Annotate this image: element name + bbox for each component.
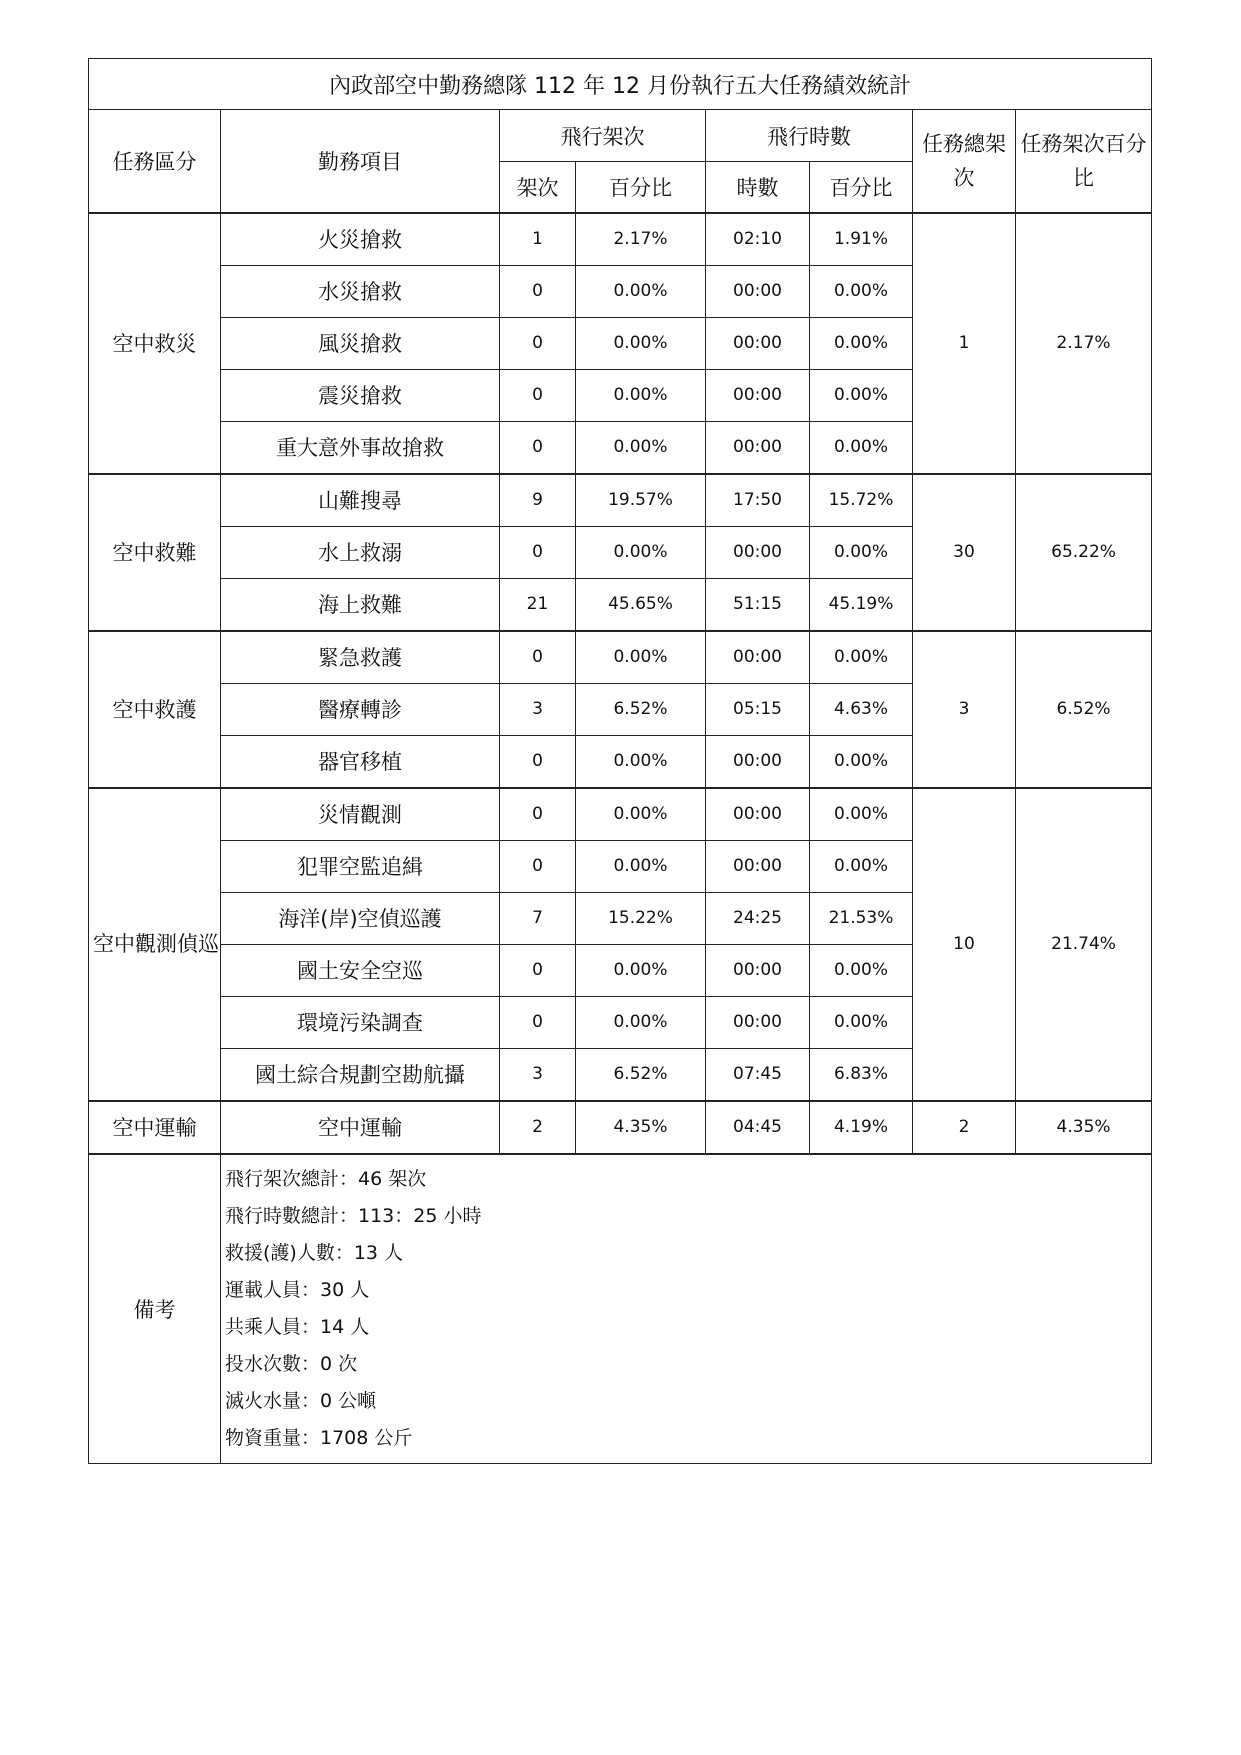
item-cell: 風災搶救 <box>221 317 500 369</box>
sorties-pct-cell: 0.00% <box>576 421 706 474</box>
hours-pct-cell: 0.00% <box>810 996 913 1048</box>
sorties-pct-cell: 45.65% <box>576 578 706 631</box>
category-cell: 空中救難 <box>89 474 221 631</box>
table-row <box>89 474 1152 527</box>
sorties-pct-cell: 2.17% <box>576 213 706 266</box>
hours-cell: 07:45 <box>706 1048 810 1101</box>
table-row <box>89 631 1152 684</box>
item-cell: 震災搶救 <box>221 369 500 421</box>
item-cell: 空中運輸 <box>221 1101 500 1154</box>
task-pct-cell: 4.35% <box>1016 1101 1152 1154</box>
sorties-pct-cell: 0.00% <box>576 265 706 317</box>
sorties-pct-cell: 19.57% <box>576 474 706 527</box>
sorties-cell: 7 <box>500 892 576 944</box>
hours-pct-cell: 4.19% <box>810 1101 913 1154</box>
header-sorties: 架次 <box>500 162 576 213</box>
category-cell: 空中救災 <box>89 213 221 474</box>
sorties-pct-cell: 0.00% <box>576 317 706 369</box>
sorties-cell: 3 <box>500 1048 576 1101</box>
hours-cell: 00:00 <box>706 840 810 892</box>
hours-cell: 00:00 <box>706 421 810 474</box>
task-total-cell: 30 <box>913 474 1016 631</box>
hours-pct-cell: 0.00% <box>810 265 913 317</box>
task-pct-cell: 6.52% <box>1016 631 1152 788</box>
item-cell: 火災搶救 <box>221 213 500 266</box>
sorties-pct-cell: 0.00% <box>576 944 706 996</box>
hours-cell: 00:00 <box>706 265 810 317</box>
item-cell: 災情觀測 <box>221 788 500 841</box>
header-hours: 時數 <box>706 162 810 213</box>
hours-cell: 00:00 <box>706 369 810 421</box>
sorties-cell: 0 <box>500 996 576 1048</box>
header-sorties-group: 飛行架次 <box>500 110 706 162</box>
task-pct-cell: 2.17% <box>1016 213 1152 474</box>
note-line: 共乘人員：14 人 <box>225 1315 370 1338</box>
notes-label: 備考 <box>89 1154 221 1464</box>
hours-pct-cell: 6.83% <box>810 1048 913 1101</box>
hours-pct-cell: 0.00% <box>810 369 913 421</box>
hours-cell: 04:45 <box>706 1101 810 1154</box>
category-cell: 空中救護 <box>89 631 221 788</box>
hours-cell: 00:00 <box>706 944 810 996</box>
hours-cell: 51:15 <box>706 578 810 631</box>
table-title: 內政部空中勤務總隊 112 年 12 月份執行五大任務績效統計 <box>89 59 1152 110</box>
item-cell: 器官移植 <box>221 735 500 788</box>
sorties-pct-cell: 0.00% <box>576 788 706 841</box>
hours-cell: 24:25 <box>706 892 810 944</box>
category-cell: 空中觀測偵巡 <box>89 788 221 1101</box>
category-cell: 空中運輸 <box>89 1101 221 1154</box>
sorties-cell: 0 <box>500 788 576 841</box>
sorties-pct-cell: 6.52% <box>576 683 706 735</box>
sorties-pct-cell: 4.35% <box>576 1101 706 1154</box>
task-total-cell: 3 <box>913 631 1016 788</box>
hours-cell: 17:50 <box>706 474 810 527</box>
hours-pct-cell: 1.91% <box>810 213 913 266</box>
sorties-cell: 0 <box>500 421 576 474</box>
sorties-pct-cell: 0.00% <box>576 840 706 892</box>
sorties-cell: 3 <box>500 683 576 735</box>
hours-pct-cell: 0.00% <box>810 788 913 841</box>
hours-pct-cell: 0.00% <box>810 840 913 892</box>
hours-cell: 00:00 <box>706 788 810 841</box>
task-pct-cell: 21.74% <box>1016 788 1152 1101</box>
statistics-sheet <box>88 58 1151 1464</box>
note-line: 救援(護)人數：13 人 <box>225 1241 404 1264</box>
header-task-pct: 任務架次百分比 <box>1016 110 1152 213</box>
hours-pct-cell: 21.53% <box>810 892 913 944</box>
header-hours-group: 飛行時數 <box>706 110 913 162</box>
item-cell: 國土綜合規劃空勘航攝 <box>221 1048 500 1101</box>
sorties-cell: 0 <box>500 526 576 578</box>
hours-cell: 02:10 <box>706 213 810 266</box>
hours-cell: 00:00 <box>706 996 810 1048</box>
item-cell: 水災搶救 <box>221 265 500 317</box>
sorties-cell: 0 <box>500 944 576 996</box>
table-row <box>89 1101 1152 1154</box>
hours-pct-cell: 0.00% <box>810 526 913 578</box>
table-row <box>89 213 1152 266</box>
sorties-pct-cell: 0.00% <box>576 369 706 421</box>
sorties-cell: 9 <box>500 474 576 527</box>
item-cell: 水上救溺 <box>221 526 500 578</box>
item-cell: 山難搜尋 <box>221 474 500 527</box>
hours-pct-cell: 0.00% <box>810 421 913 474</box>
header-task-total: 任務總架次 <box>913 110 1016 213</box>
sorties-pct-cell: 0.00% <box>576 996 706 1048</box>
hours-cell: 00:00 <box>706 526 810 578</box>
item-cell: 重大意外事故搶救 <box>221 421 500 474</box>
hours-pct-cell: 0.00% <box>810 944 913 996</box>
hours-cell: 00:00 <box>706 631 810 684</box>
hours-cell: 00:00 <box>706 735 810 788</box>
sorties-cell: 0 <box>500 631 576 684</box>
hours-pct-cell: 0.00% <box>810 631 913 684</box>
task-pct-cell: 65.22% <box>1016 474 1152 631</box>
hours-pct-cell: 15.72% <box>810 474 913 527</box>
header-hours-pct: 百分比 <box>810 162 913 213</box>
sorties-cell: 0 <box>500 369 576 421</box>
hours-cell: 00:00 <box>706 317 810 369</box>
note-line: 飛行架次總計：46 架次 <box>225 1167 427 1190</box>
note-line: 飛行時數總計：113：25 小時 <box>225 1204 482 1227</box>
item-cell: 海洋(岸)空偵巡護 <box>221 892 500 944</box>
header-item: 勤務項目 <box>221 110 500 213</box>
table-body <box>89 213 1152 1154</box>
notes-list <box>225 1161 1147 1457</box>
sorties-cell: 2 <box>500 1101 576 1154</box>
hours-pct-cell: 0.00% <box>810 735 913 788</box>
hours-pct-cell: 45.19% <box>810 578 913 631</box>
sorties-pct-cell: 6.52% <box>576 1048 706 1101</box>
item-cell: 海上救難 <box>221 578 500 631</box>
notes-cell <box>221 1154 1152 1464</box>
item-cell: 醫療轉診 <box>221 683 500 735</box>
hours-pct-cell: 0.00% <box>810 317 913 369</box>
item-cell: 國土安全空巡 <box>221 944 500 996</box>
task-total-cell: 1 <box>913 213 1016 474</box>
sorties-cell: 0 <box>500 840 576 892</box>
header-category: 任務區分 <box>89 110 221 213</box>
header-sorties-pct: 百分比 <box>576 162 706 213</box>
note-line: 投水次數：0 次 <box>225 1352 358 1375</box>
item-cell: 緊急救護 <box>221 631 500 684</box>
sorties-cell: 0 <box>500 265 576 317</box>
sorties-cell: 21 <box>500 578 576 631</box>
sorties-cell: 0 <box>500 735 576 788</box>
note-line: 滅火水量：0 公噸 <box>225 1389 377 1412</box>
sorties-cell: 1 <box>500 213 576 266</box>
item-cell: 環境污染調查 <box>221 996 500 1048</box>
hours-pct-cell: 4.63% <box>810 683 913 735</box>
table-row <box>89 788 1152 841</box>
sorties-pct-cell: 0.00% <box>576 631 706 684</box>
mission-statistics-table <box>88 58 1152 1464</box>
sorties-cell: 0 <box>500 317 576 369</box>
hours-cell: 05:15 <box>706 683 810 735</box>
note-line: 物資重量：1708 公斤 <box>225 1426 413 1449</box>
note-line: 運載人員：30 人 <box>225 1278 370 1301</box>
task-total-cell: 10 <box>913 788 1016 1101</box>
task-total-cell: 2 <box>913 1101 1016 1154</box>
sorties-pct-cell: 0.00% <box>576 526 706 578</box>
sorties-pct-cell: 0.00% <box>576 735 706 788</box>
item-cell: 犯罪空監追緝 <box>221 840 500 892</box>
sorties-pct-cell: 15.22% <box>576 892 706 944</box>
